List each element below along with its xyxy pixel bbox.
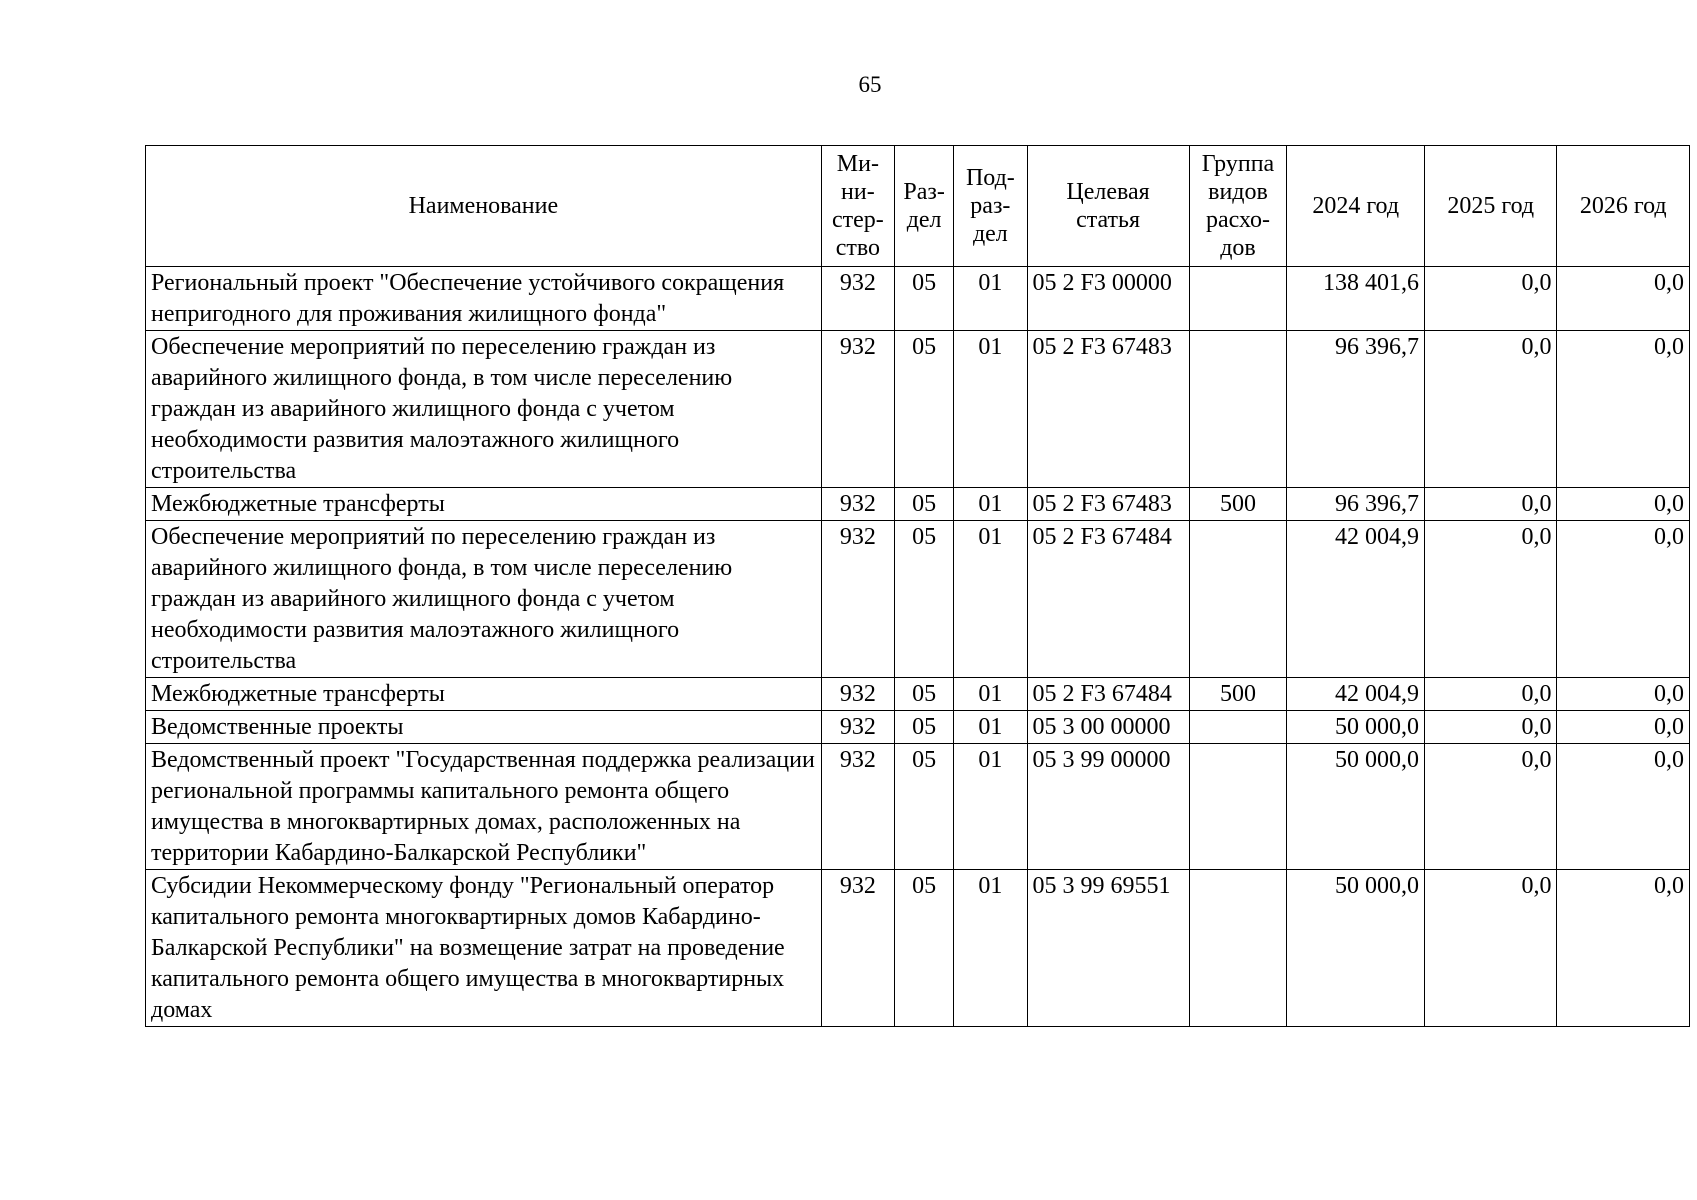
table-row (146, 744, 1690, 870)
cell-group (1189, 267, 1287, 331)
cell-section: 05 (895, 521, 954, 678)
cell-target: 05 2 F3 00000 (1027, 267, 1189, 331)
header-subsection-label: Под- раз- дел (965, 165, 1015, 247)
cell-ministry: 932 (821, 870, 894, 1027)
cell-ministry: 932 (821, 678, 894, 711)
header-group (1189, 146, 1287, 267)
cell-y2025: 0,0 (1424, 331, 1556, 488)
header-y2024 (1287, 146, 1425, 267)
cell-group: 500 (1189, 678, 1287, 711)
cell-target: 05 2 F3 67484 (1027, 678, 1189, 711)
cell-subsection: 01 (954, 488, 1027, 521)
cell-name: Региональный проект "Обеспечение устойчивого сокращения непригодного для проживания жилищного фонда" (146, 267, 822, 331)
header-name (146, 146, 822, 267)
cell-y2024: 50 000,0 (1287, 870, 1425, 1027)
cell-y2025: 0,0 (1424, 744, 1556, 870)
cell-target: 05 3 99 69551 (1027, 870, 1189, 1027)
cell-ministry: 932 (821, 488, 894, 521)
header-section-label: Раз- дел (903, 179, 945, 233)
cell-y2025: 0,0 (1424, 711, 1556, 744)
cell-name: Межбюджетные трансферты (146, 488, 822, 521)
cell-target: 05 2 F3 67483 (1027, 488, 1189, 521)
table-row (146, 488, 1690, 521)
header-name-label: Наименование (408, 193, 559, 219)
header-target (1027, 146, 1189, 267)
cell-group (1189, 870, 1287, 1027)
cell-ministry: 932 (821, 521, 894, 678)
cell-group (1189, 744, 1287, 870)
cell-ministry: 932 (821, 744, 894, 870)
cell-subsection: 01 (954, 521, 1027, 678)
header-ministry (821, 146, 894, 267)
cell-ministry: 932 (821, 331, 894, 488)
cell-subsection: 01 (954, 331, 1027, 488)
cell-y2024: 50 000,0 (1287, 744, 1425, 870)
cell-section: 05 (895, 488, 954, 521)
cell-name: Субсидии Некоммерческому фонду "Региональный оператор капитального ремонта многоквартирных домов Кабардино-Балкарской Республики" на возмещение затрат на проведение капитального ремонта общего имущества в многоквартирных домах (146, 870, 822, 1027)
cell-y2026: 0,0 (1557, 488, 1690, 521)
cell-subsection: 01 (954, 870, 1027, 1027)
table-row (146, 267, 1690, 331)
header-subsection (954, 146, 1027, 267)
cell-y2025: 0,0 (1424, 267, 1556, 331)
cell-group: 500 (1189, 488, 1287, 521)
cell-y2024: 96 396,7 (1287, 331, 1425, 488)
cell-y2025: 0,0 (1424, 870, 1556, 1027)
cell-target: 05 2 F3 67483 (1027, 331, 1189, 488)
cell-y2024: 50 000,0 (1287, 711, 1425, 744)
cell-y2024: 42 004,9 (1287, 521, 1425, 678)
cell-name: Межбюджетные трансферты (146, 678, 822, 711)
cell-y2026: 0,0 (1557, 870, 1690, 1027)
cell-y2024: 138 401,6 (1287, 267, 1425, 331)
cell-y2026: 0,0 (1557, 331, 1690, 488)
cell-y2026: 0,0 (1557, 267, 1690, 331)
cell-group (1189, 711, 1287, 744)
cell-y2024: 42 004,9 (1287, 678, 1425, 711)
cell-subsection: 01 (954, 711, 1027, 744)
page-number: 65 (858, 72, 882, 97)
header-group-label: Группа видов расхо- дов (1201, 151, 1275, 261)
cell-section: 05 (895, 331, 954, 488)
cell-y2025: 0,0 (1424, 678, 1556, 711)
header-section (895, 146, 954, 267)
cell-name: Ведомственные проекты (146, 711, 822, 744)
header-y2024-label: 2024 год (1312, 193, 1400, 219)
cell-section: 05 (895, 678, 954, 711)
cell-group (1189, 331, 1287, 488)
cell-target: 05 3 99 00000 (1027, 744, 1189, 870)
table-row (146, 870, 1690, 1027)
cell-target: 05 2 F3 67484 (1027, 521, 1189, 678)
cell-section: 05 (895, 870, 954, 1027)
header-y2025-label: 2025 год (1447, 193, 1535, 219)
table-row (146, 521, 1690, 678)
cell-section: 05 (895, 267, 954, 331)
cell-name: Ведомственный проект "Государственная поддержка реализации региональной программы капитального ремонта общего имущества в многоквартирных домах, расположенных на территории Кабардино-Балкарской Республики" (146, 744, 822, 870)
header-y2025 (1424, 146, 1556, 267)
cell-section: 05 (895, 744, 954, 870)
cell-y2024: 96 396,7 (1287, 488, 1425, 521)
header-y2026 (1557, 146, 1690, 267)
cell-y2026: 0,0 (1557, 678, 1690, 711)
cell-y2025: 0,0 (1424, 521, 1556, 678)
cell-section: 05 (895, 711, 954, 744)
table-row (146, 711, 1690, 744)
header-target-label: Целевая статья (1066, 179, 1150, 233)
cell-y2026: 0,0 (1557, 711, 1690, 744)
header-ministry-label: Ми- ни- стер- ство (831, 151, 884, 261)
cell-target: 05 3 00 00000 (1027, 711, 1189, 744)
cell-name: Обеспечение мероприятий по переселению граждан из аварийного жилищного фонда, в том числе переселению граждан из аварийного жилищного фонда с учетом необходимости развития малоэтажного жилищного строительства (146, 521, 822, 678)
table-row (146, 331, 1690, 488)
cell-ministry: 932 (821, 267, 894, 331)
header-y2026-label: 2026 год (1579, 193, 1667, 219)
header-row (146, 146, 1690, 267)
cell-subsection: 01 (954, 267, 1027, 331)
cell-subsection: 01 (954, 678, 1027, 711)
cell-ministry: 932 (821, 711, 894, 744)
budget-table (145, 145, 1690, 1027)
table-row (146, 678, 1690, 711)
cell-y2025: 0,0 (1424, 488, 1556, 521)
cell-subsection: 01 (954, 744, 1027, 870)
cell-group (1189, 521, 1287, 678)
cell-y2026: 0,0 (1557, 521, 1690, 678)
cell-y2026: 0,0 (1557, 744, 1690, 870)
cell-name: Обеспечение мероприятий по переселению граждан из аварийного жилищного фонда, в том числе переселению граждан из аварийного жилищного фонда с учетом необходимости развития малоэтажного жилищного строительства (146, 331, 822, 488)
